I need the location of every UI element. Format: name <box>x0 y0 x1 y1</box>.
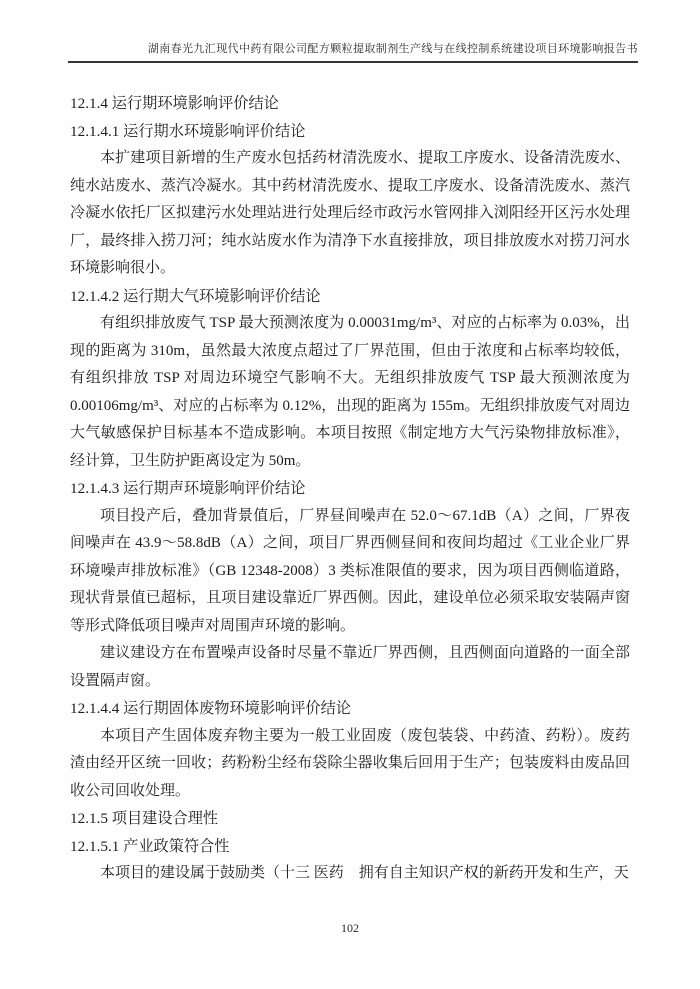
paragraph-industrial-policy: 本项目的建设属于鼓励类（十三 医药 拥有自主知识产权的新药开发和生产，天 <box>100 865 629 881</box>
document-body <box>70 90 630 888</box>
section-heading-12-1-5: 12.1.5 项目建设合理性 <box>70 810 219 827</box>
paragraph-noise: 项目投产后，叠加背景值后，厂界昼间噪声在 52.0～67.1dB（A）之间，厂界夜间噪声在 43.9～58.8dB（A）之间，项目厂界西侧昼间和夜间均超过《工业企业厂界环境噪声排放标准》（GB 12348-2008）3 类标准限值的要求，因为项目西侧临道路，现状背景值已超标，且项目建设靠近厂界西侧。因此，建设单位必须采取安装隔声窗等形式降低项目噪声对周围声环境的影响。 <box>70 507 630 634</box>
page-header <box>68 40 638 63</box>
section-heading-12-1-5-1: 12.1.5.1 产业政策符合性 <box>70 837 230 855</box>
section-heading-12-1-4-2: 12.1.4.2 运行期大气环境影响评价结论 <box>70 287 321 305</box>
section-heading-12-1-4-3: 12.1.4.3 运行期声环境影响评价结论 <box>70 480 306 497</box>
section-heading-12-1-4-1: 12.1.4.1 运行期水环境影响评价结论 <box>70 122 306 140</box>
paragraph-noise-recommendation: 建议建设方在布置噪声设备时尽量不靠近厂界西侧，且西侧面向道路的一面全部设置隔声窗。 <box>70 645 630 689</box>
page-footer <box>0 921 700 936</box>
page-number: 102 <box>341 921 359 935</box>
section-heading-12-1-4: 12.1.4 运行期环境影响评价结论 <box>70 95 279 112</box>
header-title: 湖南春光九汇现代中药有限公司配方颗粒提取制剂生产线与在线控制系统建设项目环境影响报告书 <box>147 43 638 55</box>
paragraph-air-emissions: 有组织排放废气 TSP 最大预测浓度为 0.00031mg/m³、对应的占标率为 0.03%，出现的距离为 310m，虽然最大浓度点超过了厂界范围，但由于浓度和占标率均较低，有组织排放 TSP 对周边环境空气影响不大。无组织排放废气 TSP 最大预测浓度为 0.00106mg/m³、对应的占标率为 0.12%，出现的距离为 155m。无组织排放废气对周边大气敏感保护目标基本不造成影响。本项目按照《制定地方大气污染物排放标准》，经计算，卫生防护距离设定为 50m。 <box>70 315 630 469</box>
section-heading-12-1-4-4: 12.1.4.4 运行期固体废物环境影响评价结论 <box>70 700 351 717</box>
paragraph-solid-waste: 本项目产生固体废弃物主要为一般工业固废（废包装袋、中药渣、药粉）。废药渣由经开区统一回收；药粉粉尘经布袋除尘器收集后回用于生产；包装废料由废品回收公司回收处理。 <box>70 727 630 799</box>
paragraph-wastewater: 本扩建项目新增的生产废水包括药材清洗废水、提取工序废水、设备清洗废水、纯水站废水、蒸汽冷凝水。其中药材清洗废水、提取工序废水、设备清洗废水、蒸汽冷凝水依托厂区拟建污水处理站进行处理后经市政污水管网排入浏阳经开区污水处理厂，最终排入捞刀河；纯水站废水作为清净下水直接排放，项目排放废水对捞刀河水环境影响很小。 <box>70 150 630 276</box>
